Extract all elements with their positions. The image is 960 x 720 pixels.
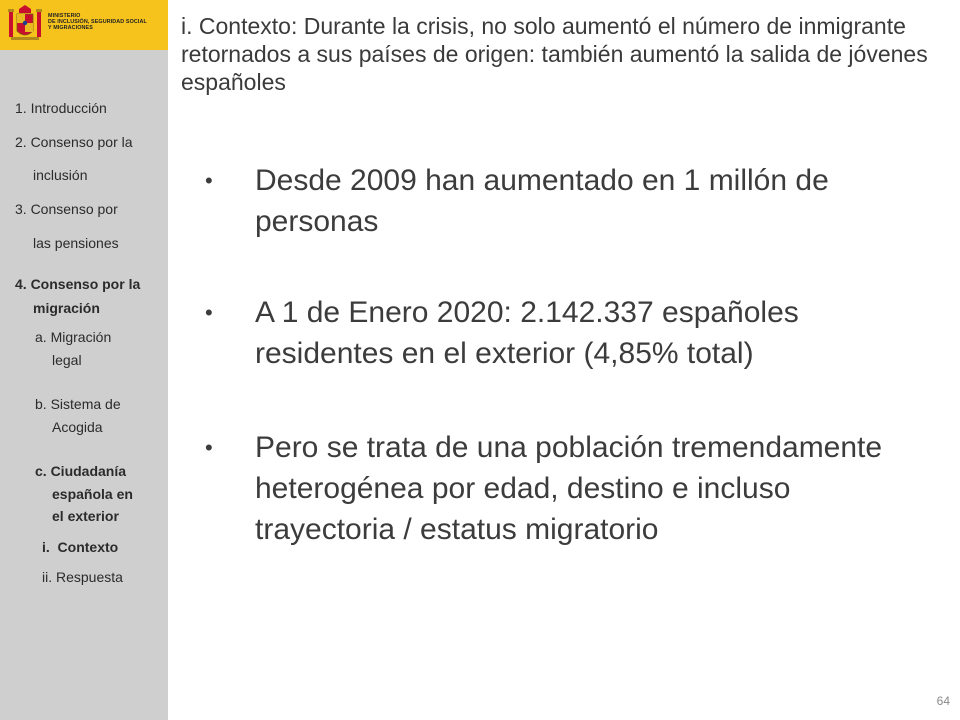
nav-item-introduccion[interactable]: 1. Introducción (15, 100, 107, 116)
nav-item-migracion-legal[interactable]: a. Migración (35, 329, 112, 345)
nav-item-sistema-acogida-cont[interactable]: Acogida (52, 419, 103, 435)
page-number: 64 (936, 694, 950, 708)
bullet-dot-icon: • (205, 168, 213, 193)
ministry-line: Y MIGRACIONES (48, 25, 93, 31)
coat-of-arms-icon (8, 5, 42, 45)
ministry-line: MINISTERIO (48, 13, 81, 19)
bullet-dot-icon: • (205, 300, 213, 325)
bullet-text: Pero se trata de una población tremendamente heterogénea por edad, destino e incluso trayectoria / estatus migratorio (255, 431, 883, 546)
bullet-text: Desde 2009 han aumentado en 1 millón de personas (255, 164, 829, 238)
nav-item-sistema-acogida[interactable]: b. Sistema de (35, 396, 121, 412)
ministry-logo-band (0, 0, 168, 50)
nav-item-respuesta[interactable]: ii. Respuesta (42, 569, 123, 585)
nav-item-consenso-pensiones-cont[interactable]: las pensiones (33, 235, 119, 251)
nav-item-ciudadania-cont1[interactable]: española en (52, 486, 133, 502)
ministry-line: DE INCLUSIÓN, SEGURIDAD SOCIAL (48, 19, 147, 25)
sidebar (0, 0, 168, 720)
nav-item-contexto[interactable]: i. Contexto (42, 539, 119, 555)
nav-item-ciudadania-cont2[interactable]: el exterior (52, 508, 119, 524)
nav-item-consenso-migracion-cont[interactable]: migración (33, 300, 100, 316)
nav-item-migracion-legal-cont[interactable]: legal (52, 352, 82, 368)
nav-item-consenso-migracion[interactable]: 4. Consenso por la (15, 276, 141, 292)
bullet-dot-icon: • (205, 435, 213, 460)
slide-title: i. Contexto: Durante la crisis, no solo aumentó el número de inmigrante retornados a sus países de origen: también aumentó la salida de jóvenes españoles (181, 13, 928, 95)
nav-item-consenso-inclusion-cont[interactable]: inclusión (33, 167, 88, 183)
nav-item-consenso-inclusion[interactable]: 2. Consenso por la (15, 134, 133, 150)
bullet-text: A 1 de Enero 2020: 2.142.337 españoles residentes en el exterior (4,85% total) (255, 296, 799, 370)
ministry-name (48, 13, 166, 31)
nav-item-consenso-pensiones[interactable]: 3. Consenso por (15, 201, 118, 217)
nav-item-ciudadania[interactable]: c. Ciudadanía (35, 463, 127, 479)
